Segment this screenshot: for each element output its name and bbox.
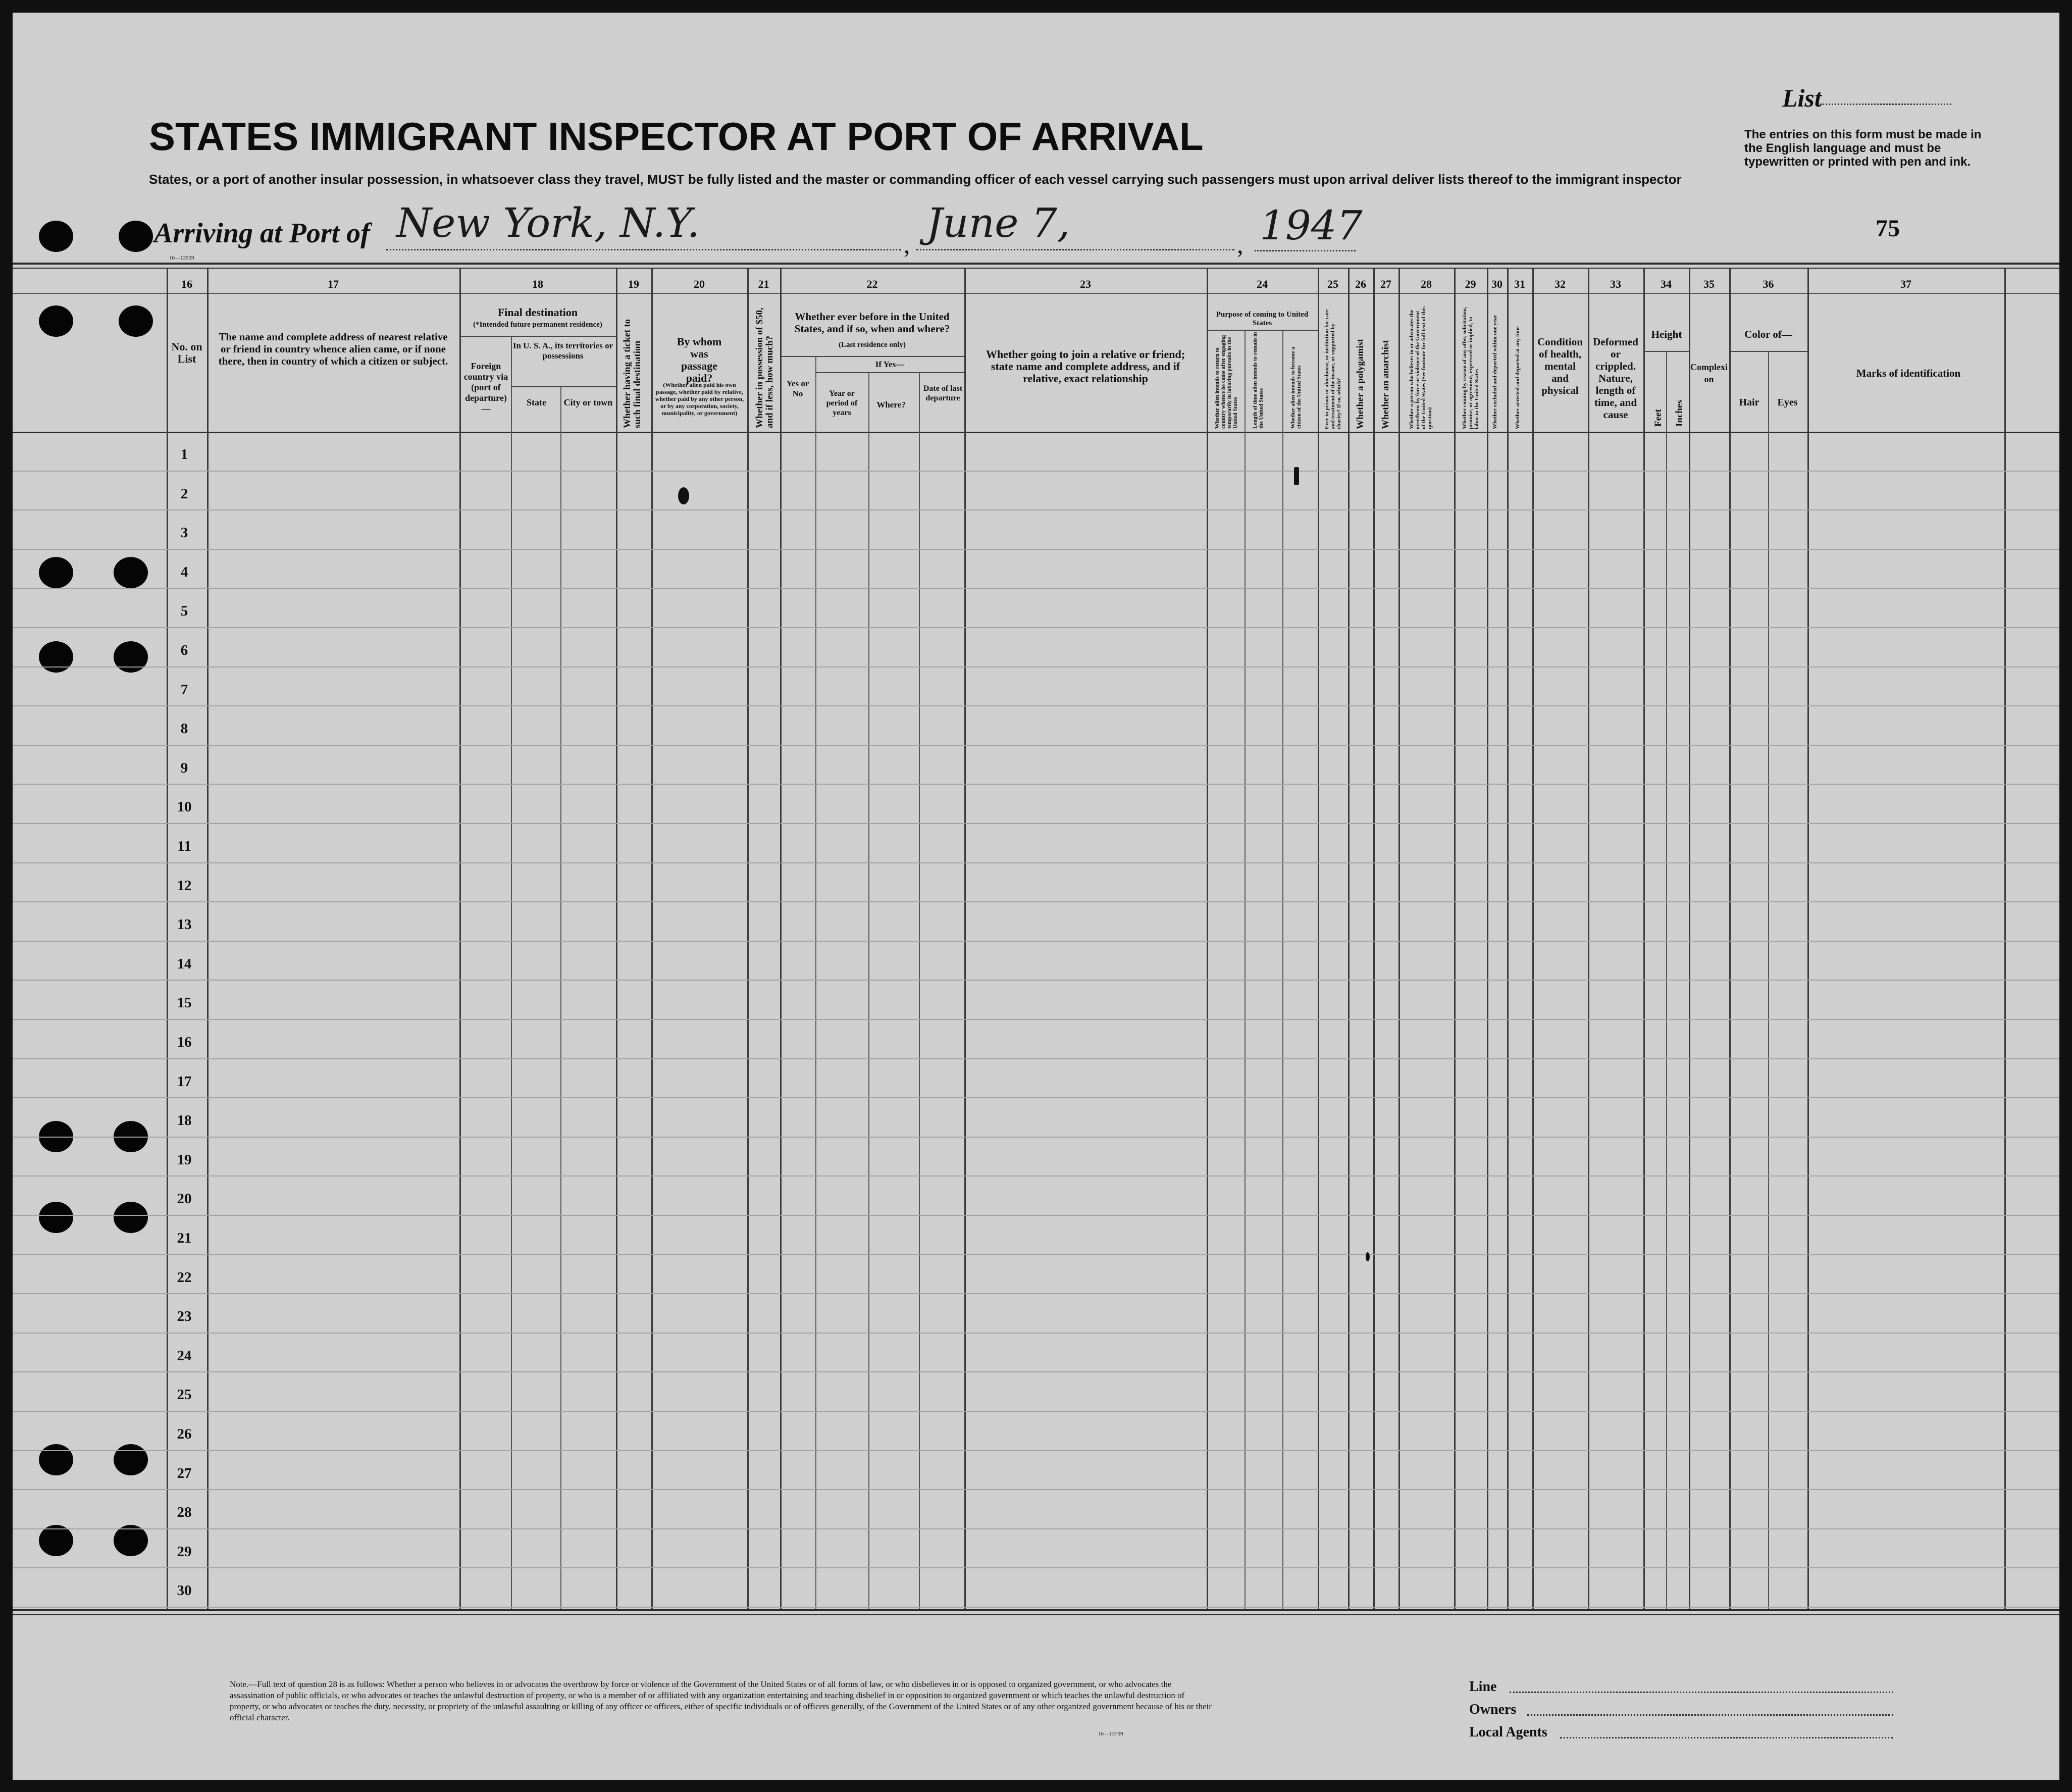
hdr-marks: Marks of identification xyxy=(1856,367,1961,379)
punch-hole xyxy=(39,305,73,337)
row-rule xyxy=(13,705,2059,706)
column-divider xyxy=(1454,269,1456,1609)
row-rule xyxy=(13,901,2059,902)
colnum-25: 25 xyxy=(1327,278,1338,290)
punch-hole xyxy=(39,221,73,252)
row-number: 5 xyxy=(180,603,188,620)
arriving-label: Arriving at Port of xyxy=(154,218,370,249)
hdr-excluded: Whether excluded and deported within one year xyxy=(1492,315,1498,429)
subline-24 xyxy=(1208,330,1318,331)
colnum-33: 33 xyxy=(1610,278,1621,290)
row-number: 14 xyxy=(177,955,192,972)
ink-speck xyxy=(1294,467,1299,485)
row-rule xyxy=(13,1058,2059,1059)
column-divider xyxy=(1348,269,1350,1609)
punch-hole xyxy=(114,1444,148,1475)
colnum-27: 27 xyxy=(1380,278,1391,290)
hdr-health: Condition of health, mental and physical xyxy=(1537,336,1583,396)
table-bottom-rule xyxy=(13,1609,2059,1611)
hdr-polygamist: Whether a polygamist xyxy=(1355,338,1366,429)
hdr-nearest-relative: The name and complete address of nearest relative or friend in country whence alien came, or if none there, then in country of which a citizen or subject. xyxy=(218,331,448,367)
punch-hole xyxy=(114,557,148,588)
ink-speck xyxy=(678,487,689,504)
header-bottom-rule xyxy=(13,432,2059,433)
punch-hole xyxy=(39,1525,73,1556)
row-rule xyxy=(13,941,2059,942)
row-rule xyxy=(13,588,2059,589)
subline-36 xyxy=(1730,351,1807,352)
punch-hole xyxy=(39,1444,73,1475)
table-bottom-rule-2 xyxy=(13,1614,2059,1615)
subline-18 xyxy=(460,336,616,337)
row-rule xyxy=(13,1607,2059,1608)
port-handwritten[interactable]: New York, N.Y. xyxy=(396,199,700,246)
column-divider xyxy=(1398,269,1400,1609)
date-handwritten[interactable]: June 7, xyxy=(926,199,1070,246)
row-rule xyxy=(13,1371,2059,1372)
hdr-passage-paid-note: (Whether alien paid his own passage, whether paid by relative, whether paid by any other person, or by any corporation, society, municipality, or government) xyxy=(655,381,744,417)
hdr-prison: Ever in prison or almshouse, or institution for care and treatment of the insane, or supported by charity? If so, which? xyxy=(1324,309,1342,429)
colnum-20: 20 xyxy=(694,278,705,290)
colnum-26: 26 xyxy=(1355,278,1366,290)
footnote-question-28: Note.—Full text of question 28 is as follows: Whether a person who believes in or advocates the overthrow by force or violence of the Government of the United States or of all forms of law, or who disbelieves in or is opposed to organized government, or who advocates the assassination of public officials, or who advocates or teaches the unlawful destruction of property, or who is a member of or affiliated with any organization entertaining and teaching disbelief in or opposition to organized government or which teaches the unlawful destruction of property, or who advocates or teaches the duty, necessity, or propriety of the unlawful assaulting or killing of any officer or officers, either of specific individuals or of officers generally, of the Government of the United States or of any other organized government because of his or their official character. xyxy=(230,1679,1212,1722)
colnum-19: 19 xyxy=(628,278,639,290)
table-top-rule xyxy=(13,263,2059,265)
hdr-hair: Hair xyxy=(1739,397,1759,408)
hdr-overthrow: Whether a person who believes in or advocates the overthrow by force or violence of the Government of the United States (See footnote for full text of this question) xyxy=(1409,306,1433,429)
hdr-date-departure: Date of last departure xyxy=(923,384,963,402)
row-rule xyxy=(13,980,2059,981)
row-number: 13 xyxy=(177,916,192,933)
row-number: 21 xyxy=(177,1230,192,1246)
column-divider xyxy=(651,269,653,1609)
colnum-37: 37 xyxy=(1900,278,1911,290)
hdr-final-destination-note: (*Intended future permanent residence) xyxy=(473,321,602,329)
hdr-arrested: Whether arrested and deported at any time xyxy=(1515,326,1521,429)
row-number: 30 xyxy=(177,1582,192,1599)
punch-hole xyxy=(114,1525,148,1556)
punch-hole xyxy=(114,641,148,673)
colnum-18: 18 xyxy=(532,278,543,290)
sub-column-divider xyxy=(815,356,816,1609)
form-title: STATES IMMIGRANT INSPECTOR AT PORT OF ARRIVAL xyxy=(149,114,1204,159)
column-divider xyxy=(1643,269,1645,1609)
comma-2: , xyxy=(1237,230,1244,259)
row-number: 16 xyxy=(177,1034,192,1050)
sub-column-divider xyxy=(868,372,869,1609)
column-divider xyxy=(747,269,749,1609)
column-divider xyxy=(780,269,782,1609)
colnum-35: 35 xyxy=(1703,278,1715,290)
row-rule xyxy=(13,1333,2059,1334)
colnum-22: 22 xyxy=(866,278,878,290)
row-rule xyxy=(13,1411,2059,1412)
punch-hole xyxy=(39,557,73,588)
row-rule xyxy=(13,1528,2059,1529)
column-divider xyxy=(1318,269,1319,1609)
sub-column-divider xyxy=(919,372,920,1609)
row-number: 1 xyxy=(180,446,188,463)
column-divider xyxy=(964,269,966,1609)
subline-22b xyxy=(815,372,964,373)
form-code-top: 16—13509 xyxy=(169,255,194,261)
punch-hole xyxy=(39,641,73,673)
hdr-where: Where? xyxy=(876,400,906,409)
hdr-state: State xyxy=(527,397,546,407)
colnum-23: 23 xyxy=(1080,278,1091,290)
row-number: 6 xyxy=(180,642,188,658)
hdr-ever-before: Whether ever before in the United States, and if so, when and where? xyxy=(794,311,950,335)
column-divider xyxy=(1729,269,1731,1609)
row-number: 28 xyxy=(177,1504,192,1521)
row-number: 29 xyxy=(177,1543,192,1560)
sub-column-divider xyxy=(560,386,561,1609)
colnum-31: 31 xyxy=(1514,278,1525,290)
column-divider xyxy=(207,269,209,1609)
colnum-16: 16 xyxy=(181,278,192,290)
owners-field[interactable] xyxy=(1527,1714,1893,1716)
date-line xyxy=(916,249,1234,250)
row-rule xyxy=(13,1137,2059,1138)
row-rule xyxy=(13,1019,2059,1020)
row-rule xyxy=(13,1215,2059,1216)
row-number: 18 xyxy=(177,1112,192,1129)
hdr-inches: Inches xyxy=(1674,400,1685,427)
hdr-complexion: Complexion xyxy=(1690,362,1728,384)
hdr-anarchist: Whether an anarchist xyxy=(1380,340,1391,429)
row-number: 25 xyxy=(177,1387,192,1403)
sub-column-divider xyxy=(1282,330,1283,1609)
local-agents-field[interactable] xyxy=(1560,1737,1893,1738)
row-rule xyxy=(13,627,2059,628)
year-line xyxy=(1255,250,1356,251)
ink-speck xyxy=(1366,1252,1370,1261)
language-notice: The entries on this form must be made in the English language and must be typewritten or printed with pen and ink. xyxy=(1744,128,1982,169)
hdr-deformed: Deformed or crippled. Nature, length of time, and cause xyxy=(1593,336,1638,421)
row-rule xyxy=(13,667,2059,668)
row-number: 2 xyxy=(180,485,188,502)
row-number: 9 xyxy=(180,759,188,776)
page-number: 75 xyxy=(1876,215,1900,242)
row-number: 24 xyxy=(177,1347,192,1364)
hdr-ever-before-note: (Last residence only) xyxy=(838,341,906,349)
row-number: 10 xyxy=(177,799,192,815)
column-divider xyxy=(1373,269,1375,1609)
hdr-foreign-country: Foreign country via (port of departure)— xyxy=(463,361,508,414)
colnum-32: 32 xyxy=(1555,278,1566,290)
hdr-fifty-dollars: Whether in possession of $50, and if less, how much? xyxy=(754,308,775,428)
colnum-34: 34 xyxy=(1661,278,1672,290)
row-rule xyxy=(13,1293,2059,1294)
punch-hole xyxy=(119,305,153,337)
row-rule xyxy=(13,823,2059,824)
row-rule xyxy=(13,509,2059,510)
column-divider xyxy=(167,269,168,1609)
hdr-going-to-join: Whether going to join a relative or friend; state name and complete address, and if relative, exact relationship xyxy=(986,348,1185,385)
subline-18b xyxy=(511,386,616,387)
hdr-ticket: Whether having a ticket to such final destination xyxy=(622,319,643,428)
form-subtitle: States, or a port of another insular possession, in whatsoever class they travel, MUST be fully listed and the master or commanding officer of each vessel carrying such passengers must upon arrival deliver lists thereof to the immigrant inspector xyxy=(149,172,1682,187)
row-number: 4 xyxy=(180,564,188,580)
hdr-city: City or town xyxy=(563,397,613,407)
column-divider xyxy=(1532,269,1534,1609)
row-number: 15 xyxy=(177,995,192,1011)
hdr-height: Height xyxy=(1651,328,1682,340)
column-divider xyxy=(459,269,461,1609)
list-number-field[interactable] xyxy=(1820,104,1951,105)
row-rule xyxy=(13,1254,2059,1255)
hdr-labor-offer: Whether coming by reason of any offer, solicitation, promise, or agreement, expressed or implied, to labor in the United States xyxy=(1462,306,1480,429)
form-code-bottom: 16—13709 xyxy=(1098,1731,1123,1737)
owners-label: Owners xyxy=(1469,1702,1517,1717)
hdr-purpose-c: Whether alien intends to become a citizen of the United States xyxy=(1290,346,1302,429)
punch-hole xyxy=(39,1202,73,1233)
punch-hole xyxy=(119,221,153,252)
row-rule xyxy=(13,1097,2059,1098)
hdr-yes-no: Yes or No xyxy=(786,379,809,398)
row-number: 8 xyxy=(180,721,188,737)
row-number: 26 xyxy=(177,1426,192,1442)
hdr-purpose: Purpose of coming to United States xyxy=(1216,311,1309,327)
port-line xyxy=(386,249,901,250)
hdr-no-on-list: No. on List xyxy=(171,340,202,365)
sub-column-divider xyxy=(1245,330,1246,1609)
row-number: 20 xyxy=(177,1191,192,1207)
row-number: 19 xyxy=(177,1151,192,1168)
colnum-24: 24 xyxy=(1257,278,1268,290)
row-number: 27 xyxy=(177,1465,192,1481)
local-agents-label: Local Agents xyxy=(1469,1724,1547,1740)
line-label: Line xyxy=(1469,1679,1497,1695)
table-top-rule-2 xyxy=(13,268,2059,269)
row-number: 17 xyxy=(177,1073,192,1090)
year-handwritten[interactable]: 1947 xyxy=(1260,202,1363,249)
colnum-17: 17 xyxy=(328,278,339,290)
colnum-rule xyxy=(13,293,2059,294)
column-divider xyxy=(616,269,617,1609)
row-number: 12 xyxy=(177,877,192,894)
colnum-21: 21 xyxy=(758,278,769,290)
column-divider xyxy=(1807,269,1809,1609)
column-divider xyxy=(1588,269,1589,1609)
column-divider xyxy=(1487,269,1488,1609)
colnum-36: 36 xyxy=(1763,278,1774,290)
punch-hole xyxy=(114,1202,148,1233)
hdr-eyes: Eyes xyxy=(1777,397,1798,408)
row-rule xyxy=(13,1175,2059,1176)
row-number: 22 xyxy=(177,1269,192,1286)
list-label: List xyxy=(1782,84,1822,112)
row-rule xyxy=(13,862,2059,863)
row-number: 7 xyxy=(180,681,188,698)
row-number: 3 xyxy=(180,525,188,541)
sub-column-divider xyxy=(511,336,512,1609)
colnum-28: 28 xyxy=(1421,278,1432,290)
hdr-passage-paid: By whom was passage paid? xyxy=(677,335,722,384)
column-divider xyxy=(1689,269,1690,1609)
hdr-purpose-a: Whether alien intends to return to country whence he came after engaging temporarily in laboring pursuits in the United States xyxy=(1214,335,1238,429)
column-divider xyxy=(1507,269,1509,1609)
column-divider xyxy=(1207,269,1208,1609)
subline-34 xyxy=(1644,351,1689,352)
row-rule xyxy=(13,1450,2059,1451)
hdr-color-of: Color of— xyxy=(1744,328,1792,340)
colnum-30: 30 xyxy=(1491,278,1503,290)
hdr-year-period: Year or period of years xyxy=(826,389,858,417)
row-number: 23 xyxy=(177,1308,192,1325)
manifest-page xyxy=(13,13,2059,1780)
subline-22 xyxy=(781,356,964,357)
hdr-feet: Feet xyxy=(1653,409,1664,427)
row-rule xyxy=(13,1489,2059,1490)
hdr-in-usa: In U. S. A., its territories or possessions xyxy=(512,341,613,361)
line-field[interactable] xyxy=(1510,1692,1893,1693)
row-rule xyxy=(13,745,2059,746)
row-number: 11 xyxy=(177,838,191,854)
row-rule xyxy=(13,1567,2059,1568)
hdr-purpose-b: Length of time alien intends to remain in the United States xyxy=(1252,332,1264,429)
row-rule xyxy=(13,784,2059,785)
comma-1: , xyxy=(904,230,910,259)
hdr-if-yes: If Yes— xyxy=(875,360,905,369)
colnum-29: 29 xyxy=(1465,278,1476,290)
row-rule xyxy=(13,471,2059,472)
row-rule xyxy=(13,549,2059,550)
hdr-final-destination: Final destination xyxy=(497,306,578,319)
column-divider xyxy=(2004,269,2006,1609)
